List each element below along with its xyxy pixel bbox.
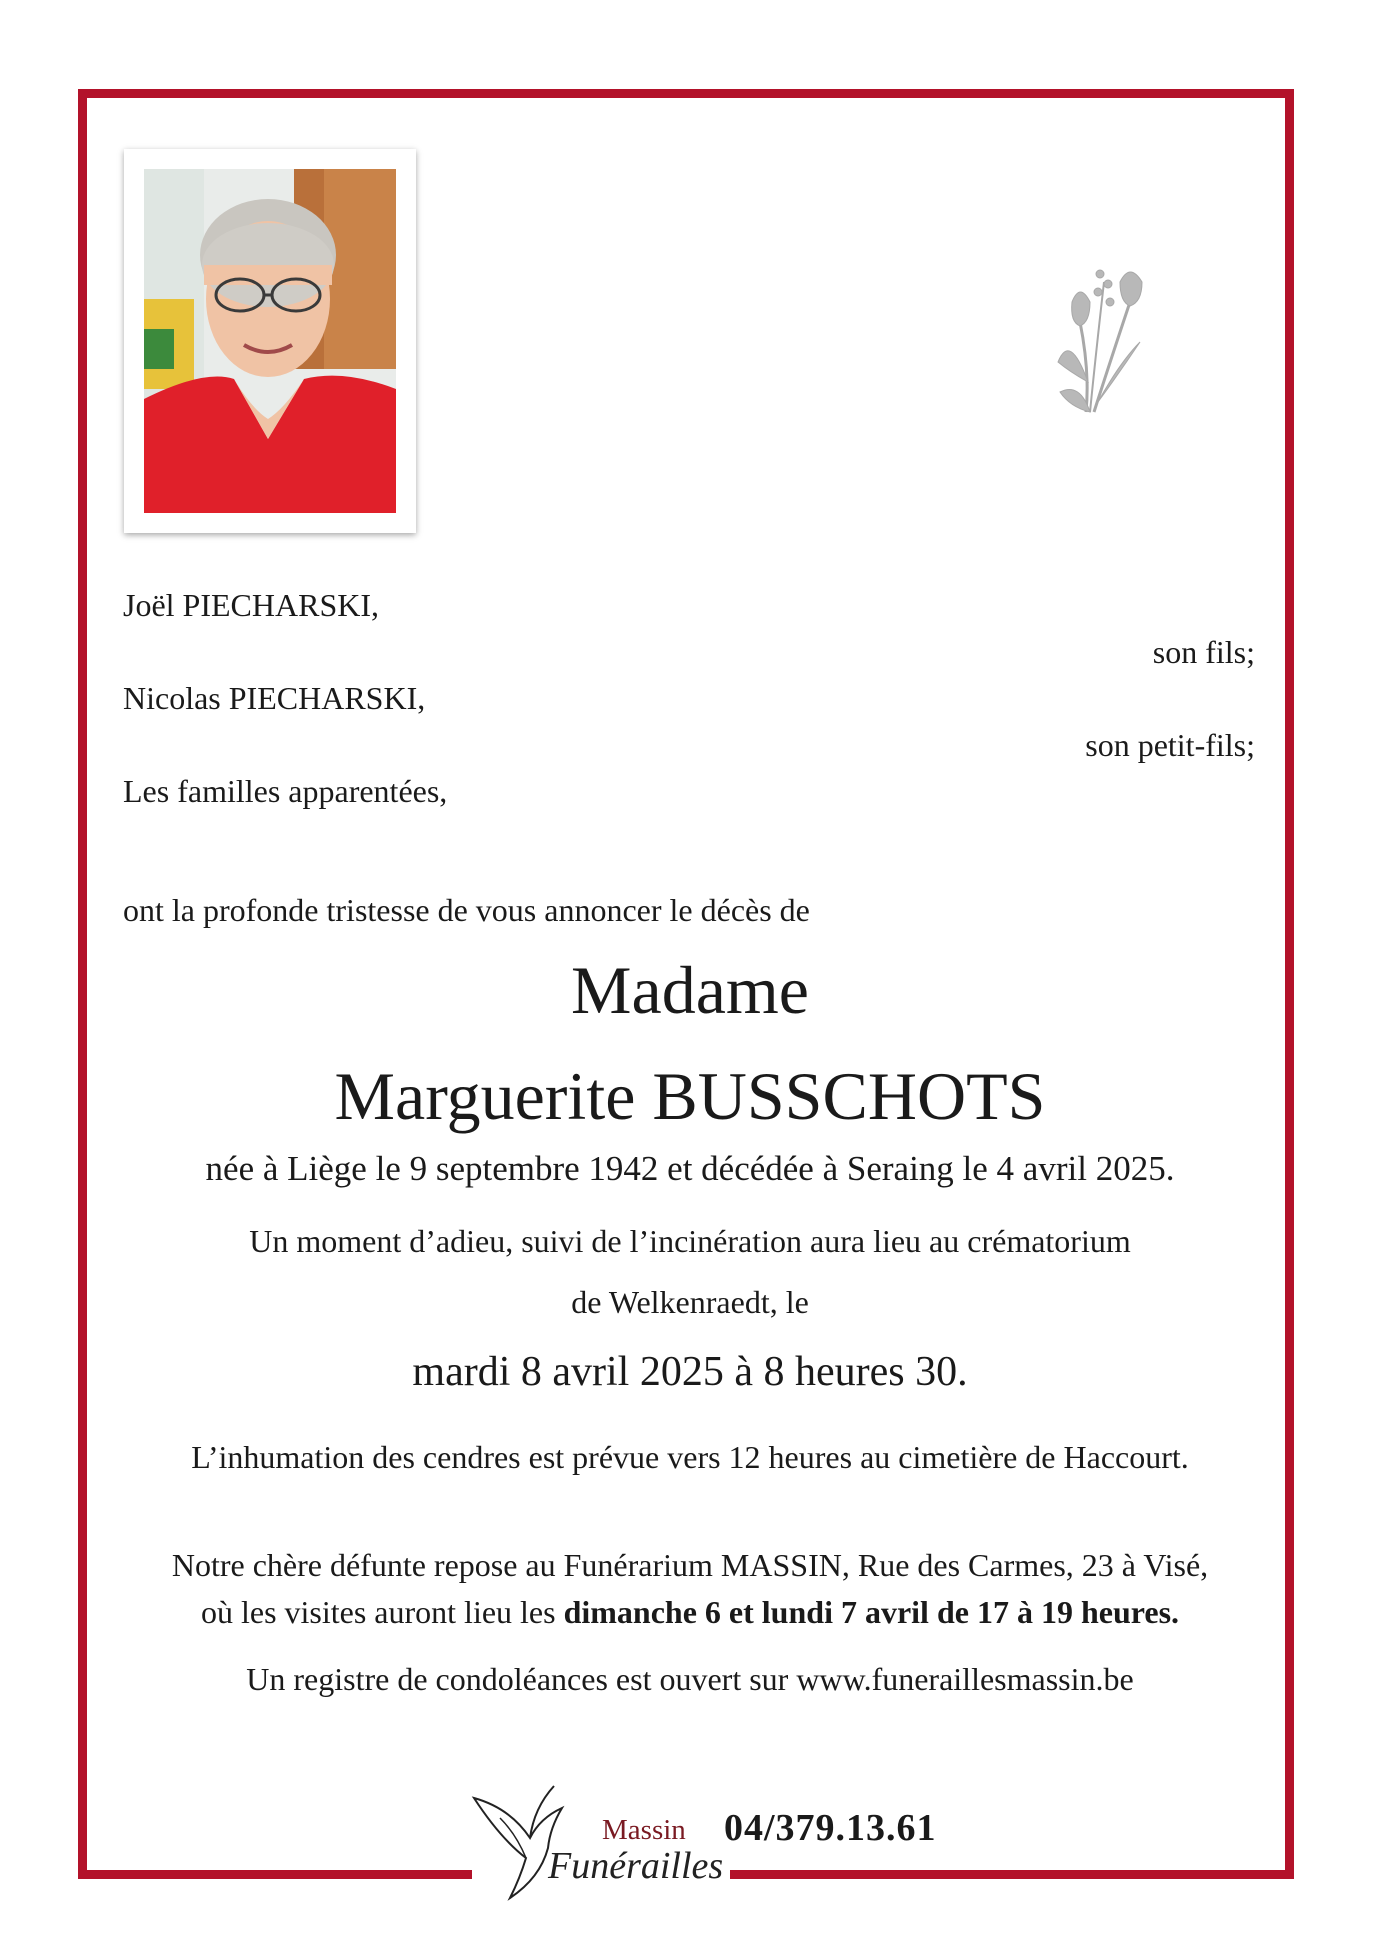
portrait-card bbox=[124, 149, 416, 533]
portrait-image-icon bbox=[144, 169, 396, 513]
deceased-title: Madame bbox=[571, 952, 809, 1028]
ceremony-line-2: de Welkenraedt, le bbox=[571, 1284, 809, 1320]
family-member-relation: son fils; bbox=[1152, 634, 1255, 670]
logo-funerailles-text: Funérailles bbox=[548, 1845, 724, 1887]
family-member-relation: son petit-fils; bbox=[1085, 727, 1255, 763]
family-member-name: Joël PIECHARSKI, bbox=[123, 587, 380, 623]
portrait-photo bbox=[144, 169, 396, 513]
funeral-home-logo bbox=[470, 1778, 724, 1908]
tulip-lily-flowers-icon bbox=[1050, 262, 1160, 422]
visits-times: dimanche 6 et lundi 7 avril de 17 à 19 heures. bbox=[563, 1594, 1180, 1630]
registry-info: Un registre de condoléances est ouvert sur www.funeraillesmassin.be bbox=[246, 1661, 1134, 1697]
logo-massin-text: Massin bbox=[602, 1814, 686, 1846]
visits-line-2 bbox=[78, 1592, 1302, 1632]
family-member-name: Nicolas PIECHARSKI, bbox=[123, 680, 426, 716]
phone-number: 04/379.13.61 bbox=[724, 1807, 937, 1849]
visits-prefix: où les visites auront lieu les bbox=[200, 1594, 564, 1630]
deceased-name: Marguerite BUSSCHOTS bbox=[334, 1058, 1046, 1134]
burial-info: L’inhumation des cendres est prévue vers 12 heures au cimetière de Haccourt. bbox=[191, 1439, 1189, 1475]
dove-logo-icon bbox=[470, 1778, 590, 1908]
family-member-name: Les familles apparentées, bbox=[123, 773, 448, 809]
deceased-dates: née à Liège le 9 septembre 1942 et décédée à Seraing le 4 avril 2025. bbox=[205, 1149, 1175, 1188]
ceremony-line-1: Un moment d’adieu, suivi de l’incinération aura lieu au crématorium bbox=[249, 1223, 1131, 1259]
ceremony-date: mardi 8 avril 2025 à 8 heures 30. bbox=[412, 1349, 968, 1395]
visits-line-1: Notre chère défunte repose au Funérarium MASSIN, Rue des Carmes, 23 à Visé, bbox=[171, 1547, 1209, 1583]
announcement-text: ont la profonde tristesse de vous annoncer le décès de bbox=[123, 892, 810, 928]
